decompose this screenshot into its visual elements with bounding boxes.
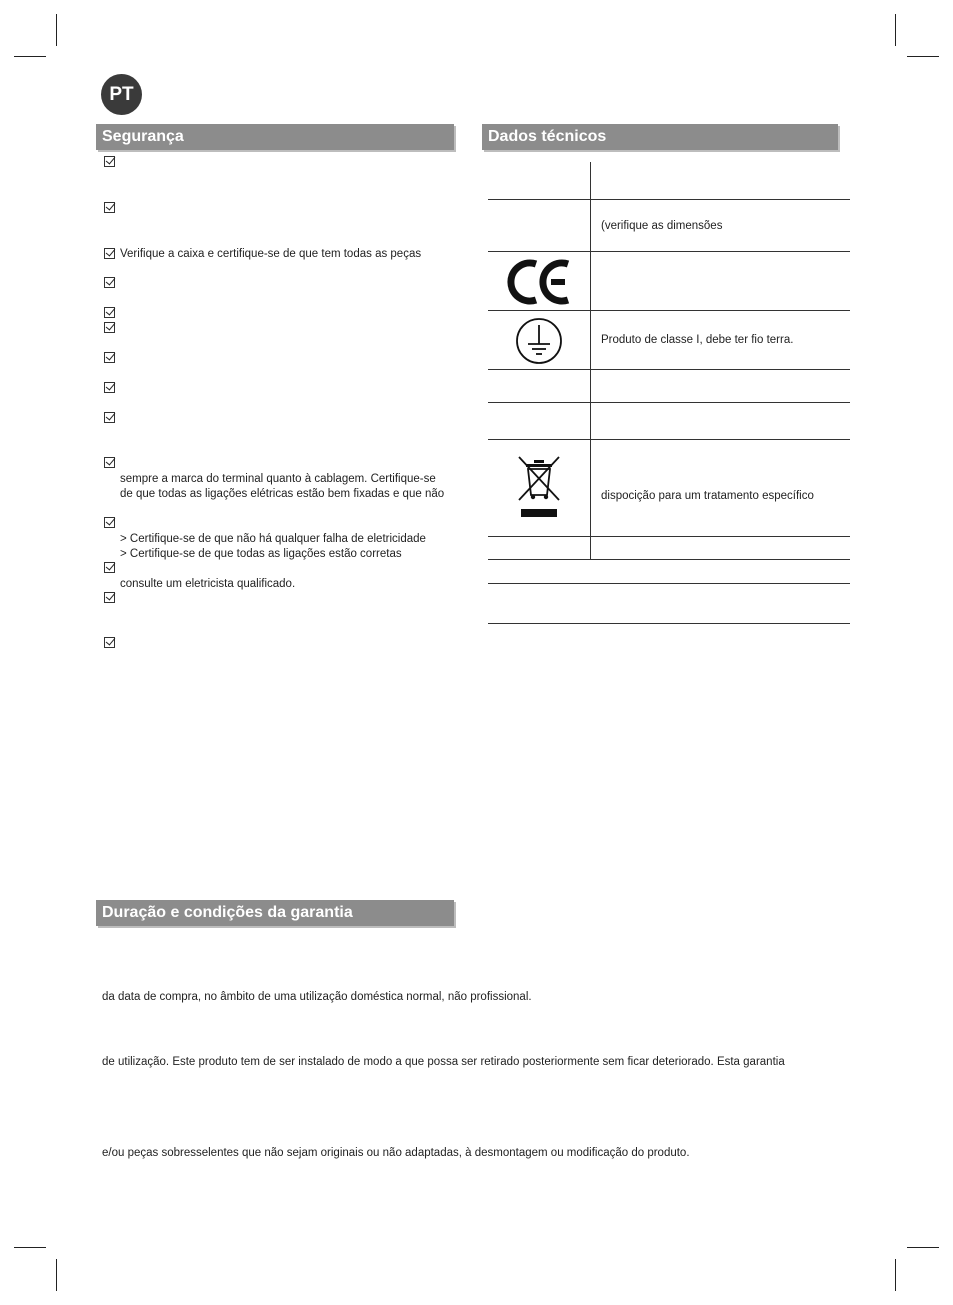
crop-mark [895,1259,896,1291]
safety-continuation: consulte um eletricista qualificado. [120,578,296,590]
checkbox-icon [104,156,115,167]
checkbox-icon [104,592,115,603]
warranty-heading: Duração e condições da garantia [96,900,454,926]
table-divider [590,162,591,559]
language-badge: PT [101,74,142,115]
tech-heading: Dados técnicos [482,124,838,150]
safety-continuation: > Certifique-se de que todas as ligações estão corretas [120,548,402,560]
warranty-line: e/ou peças sobresselentes que não sejam originais ou não adaptadas, à desmontagem ou modificação do produto. [102,1147,690,1159]
checkbox-icon [104,307,115,318]
safety-item: Verifique a caixa e certifique-se de que tem todas as peças [120,248,422,260]
tech-row-text: dispocição para um tratamento específico [601,490,814,502]
table-rule [488,199,850,200]
table-rule [488,536,850,537]
weee-bin-icon [516,455,562,519]
crop-mark [56,14,57,46]
checkbox-icon [104,412,115,423]
crop-mark [907,56,939,57]
crop-mark [895,14,896,46]
checkbox-icon [104,637,115,648]
safety-continuation: de que todas as ligações elétricas estão bem fixadas e que não [120,488,445,500]
warranty-line: de utilização. Este produto tem de ser instalado de modo a que possa ser retirado posteriormente sem ficar deteriorado. Esta garantia [102,1056,785,1068]
tech-row-text: Produto de classe I, debe ter fio terra. [601,334,794,346]
warranty-line: da data de compra, no âmbito de uma utilização doméstica normal, não profissional. [102,991,532,1003]
checkbox-icon [104,202,115,213]
checkbox-icon [104,248,115,259]
safety-continuation: sempre a marca do terminal quanto à cablagem. Certifique-se [120,473,436,485]
table-rule [488,369,850,370]
crop-mark [907,1247,939,1248]
checkbox-icon [104,277,115,288]
checkbox-icon [104,457,115,468]
safety-heading: Segurança [96,124,454,150]
checkbox-icon [104,517,115,528]
checkbox-icon [104,382,115,393]
table-rule [488,402,850,403]
table-rule [488,251,850,252]
checkbox-icon [104,562,115,573]
checkbox-icon [104,352,115,363]
crop-mark [14,1247,46,1248]
crop-mark [56,1259,57,1291]
ce-mark-icon [507,258,573,306]
table-rule [488,583,850,584]
table-rule [488,559,850,560]
table-rule [488,623,850,624]
crop-mark [14,56,46,57]
tech-row-text: (verifique as dimensões [601,220,723,232]
table-rule [488,310,850,311]
safety-continuation: > Certifique-se de que não há qualquer falha de eletricidade [120,533,426,545]
protective-earth-icon [515,317,563,365]
checkbox-icon [104,322,115,333]
table-rule [488,439,850,440]
